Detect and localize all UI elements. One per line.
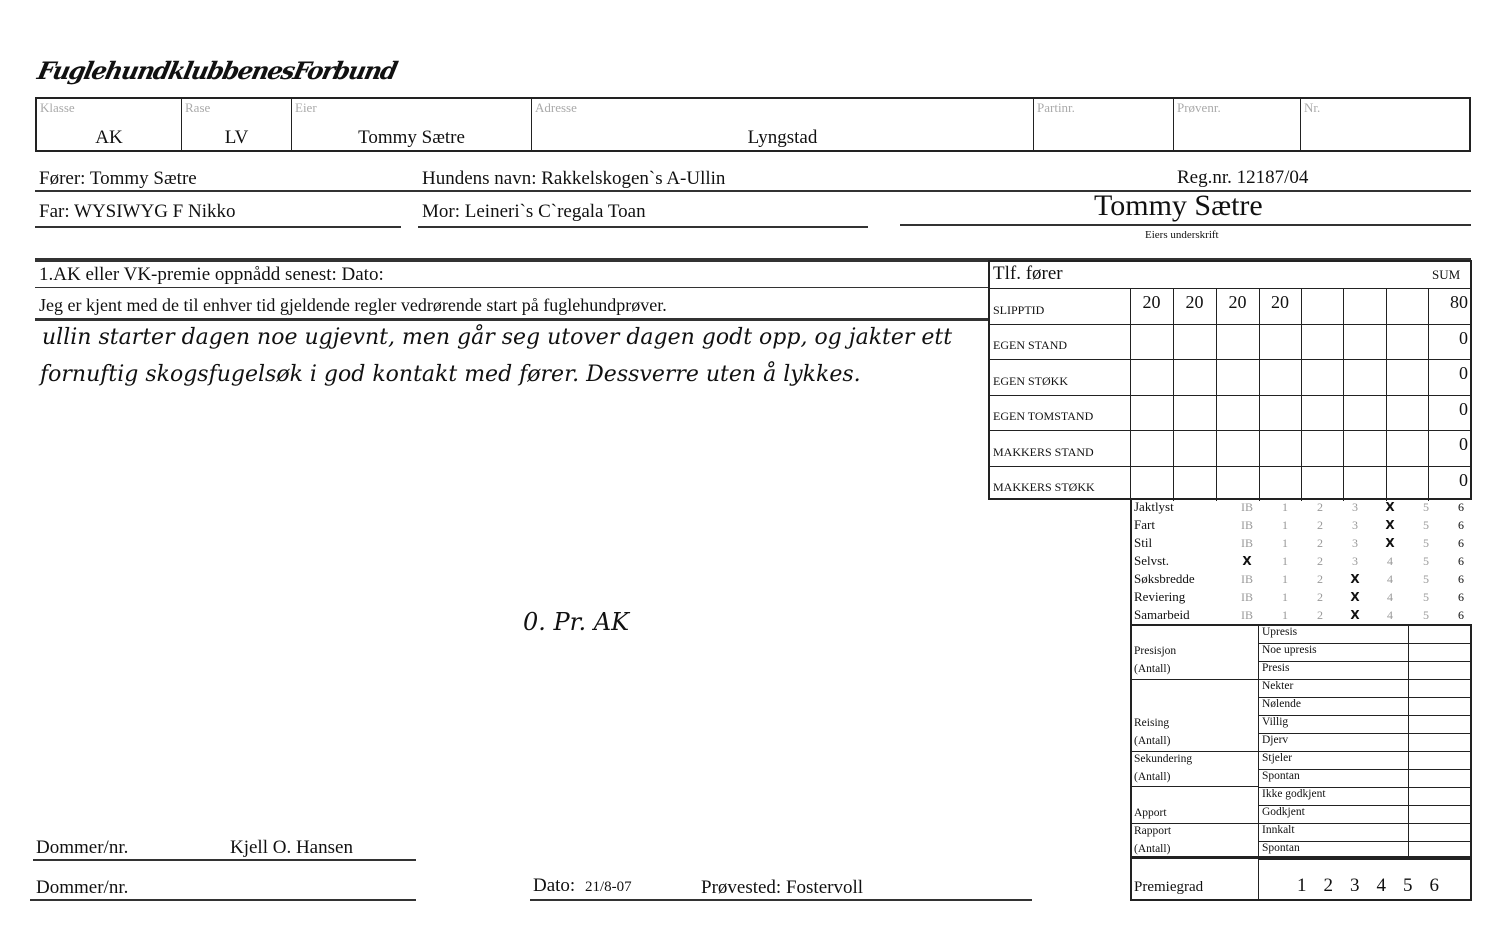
- mor-text: Mor: Leineri`s C`regala Toan: [422, 201, 646, 222]
- divider: [35, 287, 990, 288]
- rating-mark: 1: [1282, 518, 1288, 532]
- premiegrad-value: 3: [1350, 875, 1360, 896]
- rating-mark: IB: [1241, 608, 1253, 622]
- rating-mark: 2: [1317, 554, 1323, 568]
- rating-mark: 3: [1352, 518, 1358, 532]
- option-label: Innkalt: [1262, 824, 1295, 836]
- option-label: Stjeler: [1262, 752, 1293, 764]
- divider: [1130, 751, 1258, 752]
- hundens-navn-text: Hundens navn: Rakkelskogen`s A-Ullin: [422, 168, 726, 189]
- option-label: Presis: [1262, 662, 1290, 674]
- group-label: (Antall): [1134, 663, 1171, 675]
- rating-mark: 4: [1387, 572, 1393, 586]
- option-label: Nekter: [1262, 680, 1294, 692]
- score-cell: 20: [1271, 292, 1289, 312]
- divider: [30, 899, 416, 901]
- score-cell: 20: [1228, 292, 1247, 312]
- divider: [33, 859, 416, 861]
- rating-mark: 5: [1423, 536, 1429, 550]
- rating-mark: 5: [1423, 554, 1429, 568]
- rating-mark: 3: [1352, 500, 1358, 514]
- eier-value: Tommy Sætre: [358, 127, 465, 148]
- score-sum: 0: [1459, 327, 1468, 348]
- rating-mark: 1: [1282, 572, 1288, 586]
- divider: [990, 288, 1472, 289]
- rating-mark: 3: [1352, 536, 1358, 550]
- rating-mark: X: [1385, 518, 1395, 532]
- rating-mark: 6: [1458, 536, 1464, 550]
- rating-mark: 2: [1317, 500, 1323, 514]
- divider: [418, 226, 868, 228]
- rating-mark: 2: [1317, 608, 1323, 622]
- group-label: (Antall): [1134, 771, 1171, 783]
- premie-line: 1.AK eller VK-premie oppnådd senest: Dato:: [39, 264, 384, 285]
- rating-mark: 5: [1423, 500, 1429, 514]
- option-label: Spontan: [1262, 770, 1300, 782]
- divider: [1130, 288, 1131, 501]
- rating-mark: IB: [1241, 572, 1253, 586]
- divider: [1258, 715, 1472, 716]
- eier-label: Eier: [295, 100, 317, 115]
- score-sum: 0: [1459, 434, 1468, 454]
- score-cell: 20: [1142, 292, 1161, 312]
- rating-mark: X: [1385, 500, 1395, 514]
- klasse-value: AK: [95, 127, 123, 148]
- rating-mark: X: [1350, 590, 1360, 604]
- forer-text: Fører: Tommy Sætre: [39, 168, 197, 189]
- rating-mark: X: [1350, 572, 1360, 586]
- premiegrad-value: 6: [1429, 875, 1439, 896]
- rating-mark: 5: [1423, 590, 1429, 604]
- rating-mark: IB: [1241, 500, 1253, 514]
- far-text: Far: WYSIWYG F Nikko: [39, 201, 236, 222]
- divider: [900, 224, 1471, 226]
- rules-line: Jeg er kjent med de til enhver tid gjeldende regler vedrørende start på fuglehundprøver.: [39, 295, 667, 315]
- divider: [1258, 858, 1259, 900]
- divider: [1428, 288, 1429, 501]
- option-label: Djerv: [1262, 734, 1289, 746]
- dommer2-label: Dommer/nr.: [36, 877, 129, 898]
- score-sum: 0: [1459, 398, 1468, 419]
- premiegrad-value: 4: [1376, 875, 1386, 896]
- rating-mark: 6: [1458, 500, 1464, 514]
- divider: [1130, 823, 1258, 824]
- rating-mark: 1: [1282, 554, 1288, 568]
- rating-label: Samarbeid: [1134, 607, 1190, 622]
- rating-mark: 5: [1423, 572, 1429, 586]
- rating-mark: 2: [1317, 572, 1323, 586]
- rating-label: Søksbredde: [1134, 571, 1195, 586]
- divider: [990, 466, 1472, 467]
- rating-label: Jaktlyst: [1134, 499, 1174, 514]
- rating-mark: 2: [1317, 536, 1323, 550]
- rating-mark: 2: [1317, 518, 1323, 532]
- rating-mark: X: [1242, 554, 1252, 568]
- dato-label: Dato:: [533, 875, 576, 896]
- klasse-label: Klasse: [40, 100, 75, 115]
- score-row-label: MAKKERS STØKK: [993, 480, 1095, 494]
- divider: [1259, 288, 1260, 501]
- divider: [990, 359, 1472, 360]
- divider: [1216, 288, 1217, 501]
- result-text: 0. Pr. AK: [523, 608, 630, 636]
- rating-label: Selvst.: [1134, 553, 1170, 568]
- signature-label: Eiers underskrift: [1145, 229, 1219, 241]
- score-sum: 0: [1459, 469, 1468, 490]
- adresse-label: Adresse: [535, 100, 577, 115]
- divider: [1173, 288, 1174, 501]
- rase-cell: [182, 99, 292, 150]
- divider: [990, 395, 1472, 396]
- klasse-cell: [37, 99, 182, 150]
- option-label: Ikke godkjent: [1262, 788, 1326, 800]
- score-row-label: EGEN TOMSTAND: [993, 409, 1094, 423]
- dommer1-label: Dommer/nr.: [36, 837, 129, 858]
- rating-label: Fart: [1134, 517, 1155, 532]
- rating-mark: 4: [1387, 608, 1393, 622]
- group-label: Sekundering: [1134, 753, 1193, 765]
- option-label: Spontan: [1262, 842, 1300, 854]
- premiegrad-label: Premiegrad: [1134, 879, 1204, 895]
- option-label: Noe upresis: [1262, 644, 1317, 656]
- rating-mark: IB: [1241, 590, 1253, 604]
- owner-signature: Tommy Sætre: [1094, 189, 1263, 222]
- group-label: Presisjon: [1134, 645, 1177, 657]
- option-label: Nølende: [1262, 698, 1301, 710]
- rating-mark: 1: [1282, 500, 1288, 514]
- divider: [1258, 733, 1472, 734]
- dato-value: 21/8-07: [585, 879, 632, 895]
- provenr-label: Prøvenr.: [1177, 100, 1221, 115]
- eier-cell: [292, 99, 532, 150]
- sum-label: SUM: [1432, 267, 1461, 282]
- score-cell: 20: [1185, 292, 1204, 312]
- premiegrad-value: 1: [1297, 875, 1307, 896]
- divider: [1386, 288, 1387, 501]
- provenr-cell: [1174, 99, 1301, 150]
- group-label: (Antall): [1134, 735, 1171, 747]
- score-row-label: EGEN STAND: [993, 338, 1068, 352]
- premiegrad-value: 2: [1323, 875, 1333, 896]
- rating-mark: 1: [1282, 608, 1288, 622]
- divider: [35, 318, 990, 321]
- divider: [1301, 288, 1302, 501]
- divider: [1130, 786, 1258, 787]
- tlf-forer-label: Tlf. fører: [993, 263, 1063, 284]
- rase-label: Rase: [185, 100, 211, 115]
- option-label: Villig: [1262, 716, 1289, 728]
- provested-text: Prøvested: Fostervoll: [701, 877, 864, 898]
- rating-mark: 6: [1458, 590, 1464, 604]
- group-label: Rapport: [1134, 825, 1172, 837]
- rating-mark: 4: [1387, 590, 1393, 604]
- partinr-cell: [1034, 99, 1174, 150]
- comment-line-2: fornuftig skogsfugelsøk i god kontakt med fører. Dessverre uten å lykkes.: [40, 362, 861, 387]
- partinr-label: Partinr.: [1037, 100, 1075, 115]
- score-row-label: SLIPPTID: [993, 302, 1045, 317]
- nr-cell: [1301, 99, 1469, 150]
- rating-label: Reviering: [1134, 589, 1186, 604]
- divider: [990, 430, 1472, 431]
- nr-label: Nr.: [1304, 100, 1321, 115]
- rating-label: Stil: [1134, 535, 1153, 550]
- divider: [1258, 661, 1472, 662]
- score-row-label: EGEN STØKK: [993, 373, 1068, 388]
- option-label: Godkjent: [1262, 806, 1305, 818]
- rating-mark: 6: [1458, 554, 1464, 568]
- premiegrad-value: 5: [1403, 875, 1413, 896]
- organisation-logo: FuglehundklubbenesForbund: [34, 56, 400, 85]
- divider: [530, 899, 1032, 901]
- rating-mark: 1: [1282, 536, 1288, 550]
- divider: [1130, 679, 1258, 680]
- adresse-cell: [532, 99, 1034, 150]
- rating-mark: X: [1350, 608, 1360, 622]
- rating-mark: 1: [1282, 590, 1288, 604]
- score-sum: 80: [1450, 292, 1468, 312]
- score-row-label: MAKKERS STAND: [993, 444, 1094, 459]
- rating-mark: 3: [1352, 554, 1358, 568]
- rating-mark: 4: [1387, 554, 1393, 568]
- rating-mark: X: [1385, 536, 1395, 550]
- rating-mark: 2: [1317, 590, 1323, 604]
- group-label: Apport: [1134, 807, 1167, 819]
- score-sum: 0: [1459, 363, 1468, 383]
- divider: [1343, 288, 1344, 501]
- header-table: [35, 97, 1471, 152]
- option-label: Upresis: [1262, 626, 1298, 638]
- regnr-text: Reg.nr. 12187/04: [1177, 167, 1309, 188]
- rating-mark: 5: [1423, 518, 1429, 532]
- divider: [35, 226, 401, 228]
- divider: [1130, 500, 1132, 624]
- rating-mark: 6: [1458, 518, 1464, 532]
- rating-mark: IB: [1241, 536, 1253, 550]
- rase-value: LV: [224, 127, 249, 148]
- comment-line-1: ullin starter dagen noe ugjevnt, men går seg utover dagen godt opp, og jakter ett: [42, 325, 953, 350]
- dommer1-name: Kjell O. Hansen: [230, 837, 353, 858]
- rating-mark: 6: [1458, 608, 1464, 622]
- adresse-value: Lyngstad: [747, 127, 818, 148]
- rating-mark: IB: [1241, 518, 1253, 532]
- divider: [990, 324, 1472, 325]
- group-label: Reising: [1134, 717, 1170, 729]
- group-label: (Antall): [1134, 843, 1171, 855]
- rating-mark: 6: [1458, 572, 1464, 586]
- rating-mark: 5: [1423, 608, 1429, 622]
